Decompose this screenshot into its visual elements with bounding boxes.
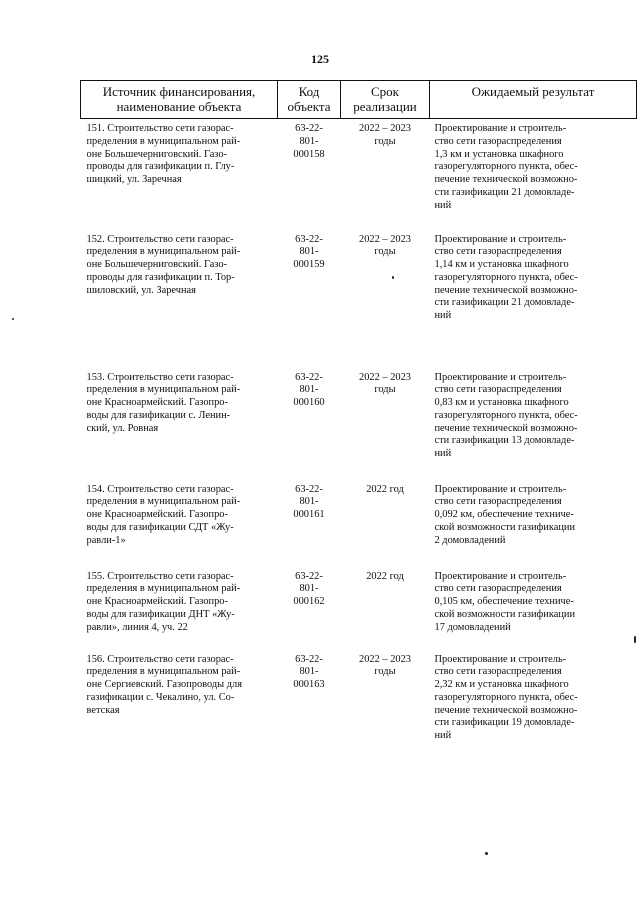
row-object-name: 151. Строительство сети газорас- пределения в муниципальном рай- оне Большечерниговский. Газо- проводы для газификации п. Глу- шицкий, ул. Заречная [86, 123, 241, 186]
table-row [81, 568, 637, 651]
table-row [81, 231, 637, 369]
table-row [81, 369, 637, 481]
table-header-row [81, 81, 637, 119]
row-object-name: 152. Строительство сети газорас- пределения в муниципальном рай- оне Большечерниговский. Газо- проводы для газификации п. Тор- шиловский, ул. Заречная [86, 233, 241, 296]
header-source: Источник финансирования, наименование объекта [81, 81, 278, 119]
financing-table-container [80, 80, 616, 743]
scan-speck [392, 276, 394, 279]
scan-speck [12, 318, 14, 320]
row-object-name: 155. Строительство сети газорас- пределения в муниципальном рай- оне Красноармейский. Газопро- воды для газификации ДНТ «Жу- равли», линия 4, уч. 22 [86, 570, 241, 633]
row-result: Проектирование и строитель- ство сети газораспределения 0,092 км, обеспечение техниче- ской возможности газификации 2 домовладений [434, 483, 576, 546]
header-term: Срок реализации [341, 81, 430, 119]
scan-speck [485, 852, 488, 855]
row-object-name: 154. Строительство сети газорас- пределения в муниципальном рай- оне Красноармейский. Газопро- воды для газификации СДТ «Жу- равли-1» [86, 483, 241, 546]
table-row [81, 481, 637, 568]
scan-speck [634, 636, 636, 643]
row-object-code: 63-22- 801- 000163 [293, 653, 325, 691]
row-object-code: 63-22- 801- 000159 [293, 233, 325, 271]
row-result: Проектирование и строитель- ство сети газораспределения 0,83 км и установка шкафного газорегуляторного пункта, обес- печение технической возможно- сти газификации 13 домовладе- ний [434, 371, 578, 460]
row-term: 2022 год [366, 483, 404, 495]
row-term: 2022 – 2023 годы [359, 653, 411, 678]
row-result: Проектирование и строитель- ство сети газораспределения 0,105 км, обеспечение техниче- ской возможности газификации 17 домовладений [434, 570, 576, 633]
financing-table [80, 80, 637, 743]
row-term: 2022 – 2023 годы [359, 371, 411, 396]
page-number: 125 [311, 52, 329, 66]
row-object-name: 153. Строительство сети газорас- пределения в муниципальном рай- оне Красноармейский. Газопро- воды для газификации с. Ленин- ский, ул. Ровная [86, 371, 241, 434]
row-object-code: 63-22- 801- 000160 [293, 371, 325, 409]
row-term: 2022 – 2023 годы [359, 233, 411, 258]
row-term: 2022 – 2023 годы [359, 123, 411, 147]
table-row [81, 651, 637, 744]
row-object-code: 63-22- 801- 000158 [293, 123, 325, 160]
header-result: Ожидаемый результат [430, 81, 637, 119]
row-object-code: 63-22- 801- 000161 [293, 483, 325, 521]
row-object-code: 63-22- 801- 000162 [293, 570, 325, 608]
row-object-name: 156. Строительство сети газорас- пределения в муниципальном рай- оне Сергиевский. Газопроводы для газификации с. Чекалино, ул. Со- ветская [86, 653, 242, 716]
table-row [81, 119, 637, 231]
header-code: Код объекта [278, 81, 341, 119]
row-result: Проектирование и строитель- ство сети газораспределения 1,14 км и установка шкафного газорегуляторного пункта, обес- печение технической возможно- сти газификации 21 домовладе- ний [434, 233, 578, 322]
row-term: 2022 год [366, 570, 404, 582]
row-result: Проектирование и строитель- ство сети газораспределения 2,32 км и установка шкафного газорегуляторного пункта, обес- печение технической возможно- сти газификации 19 домовладе- ний [434, 653, 578, 742]
row-result: Проектирование и строитель- ство сети газораспределения 1,3 км и установка шкафного газорегуляторного пункта, обес- печение технической возможно- сти газификации 21 домовладе- ний [434, 123, 578, 211]
